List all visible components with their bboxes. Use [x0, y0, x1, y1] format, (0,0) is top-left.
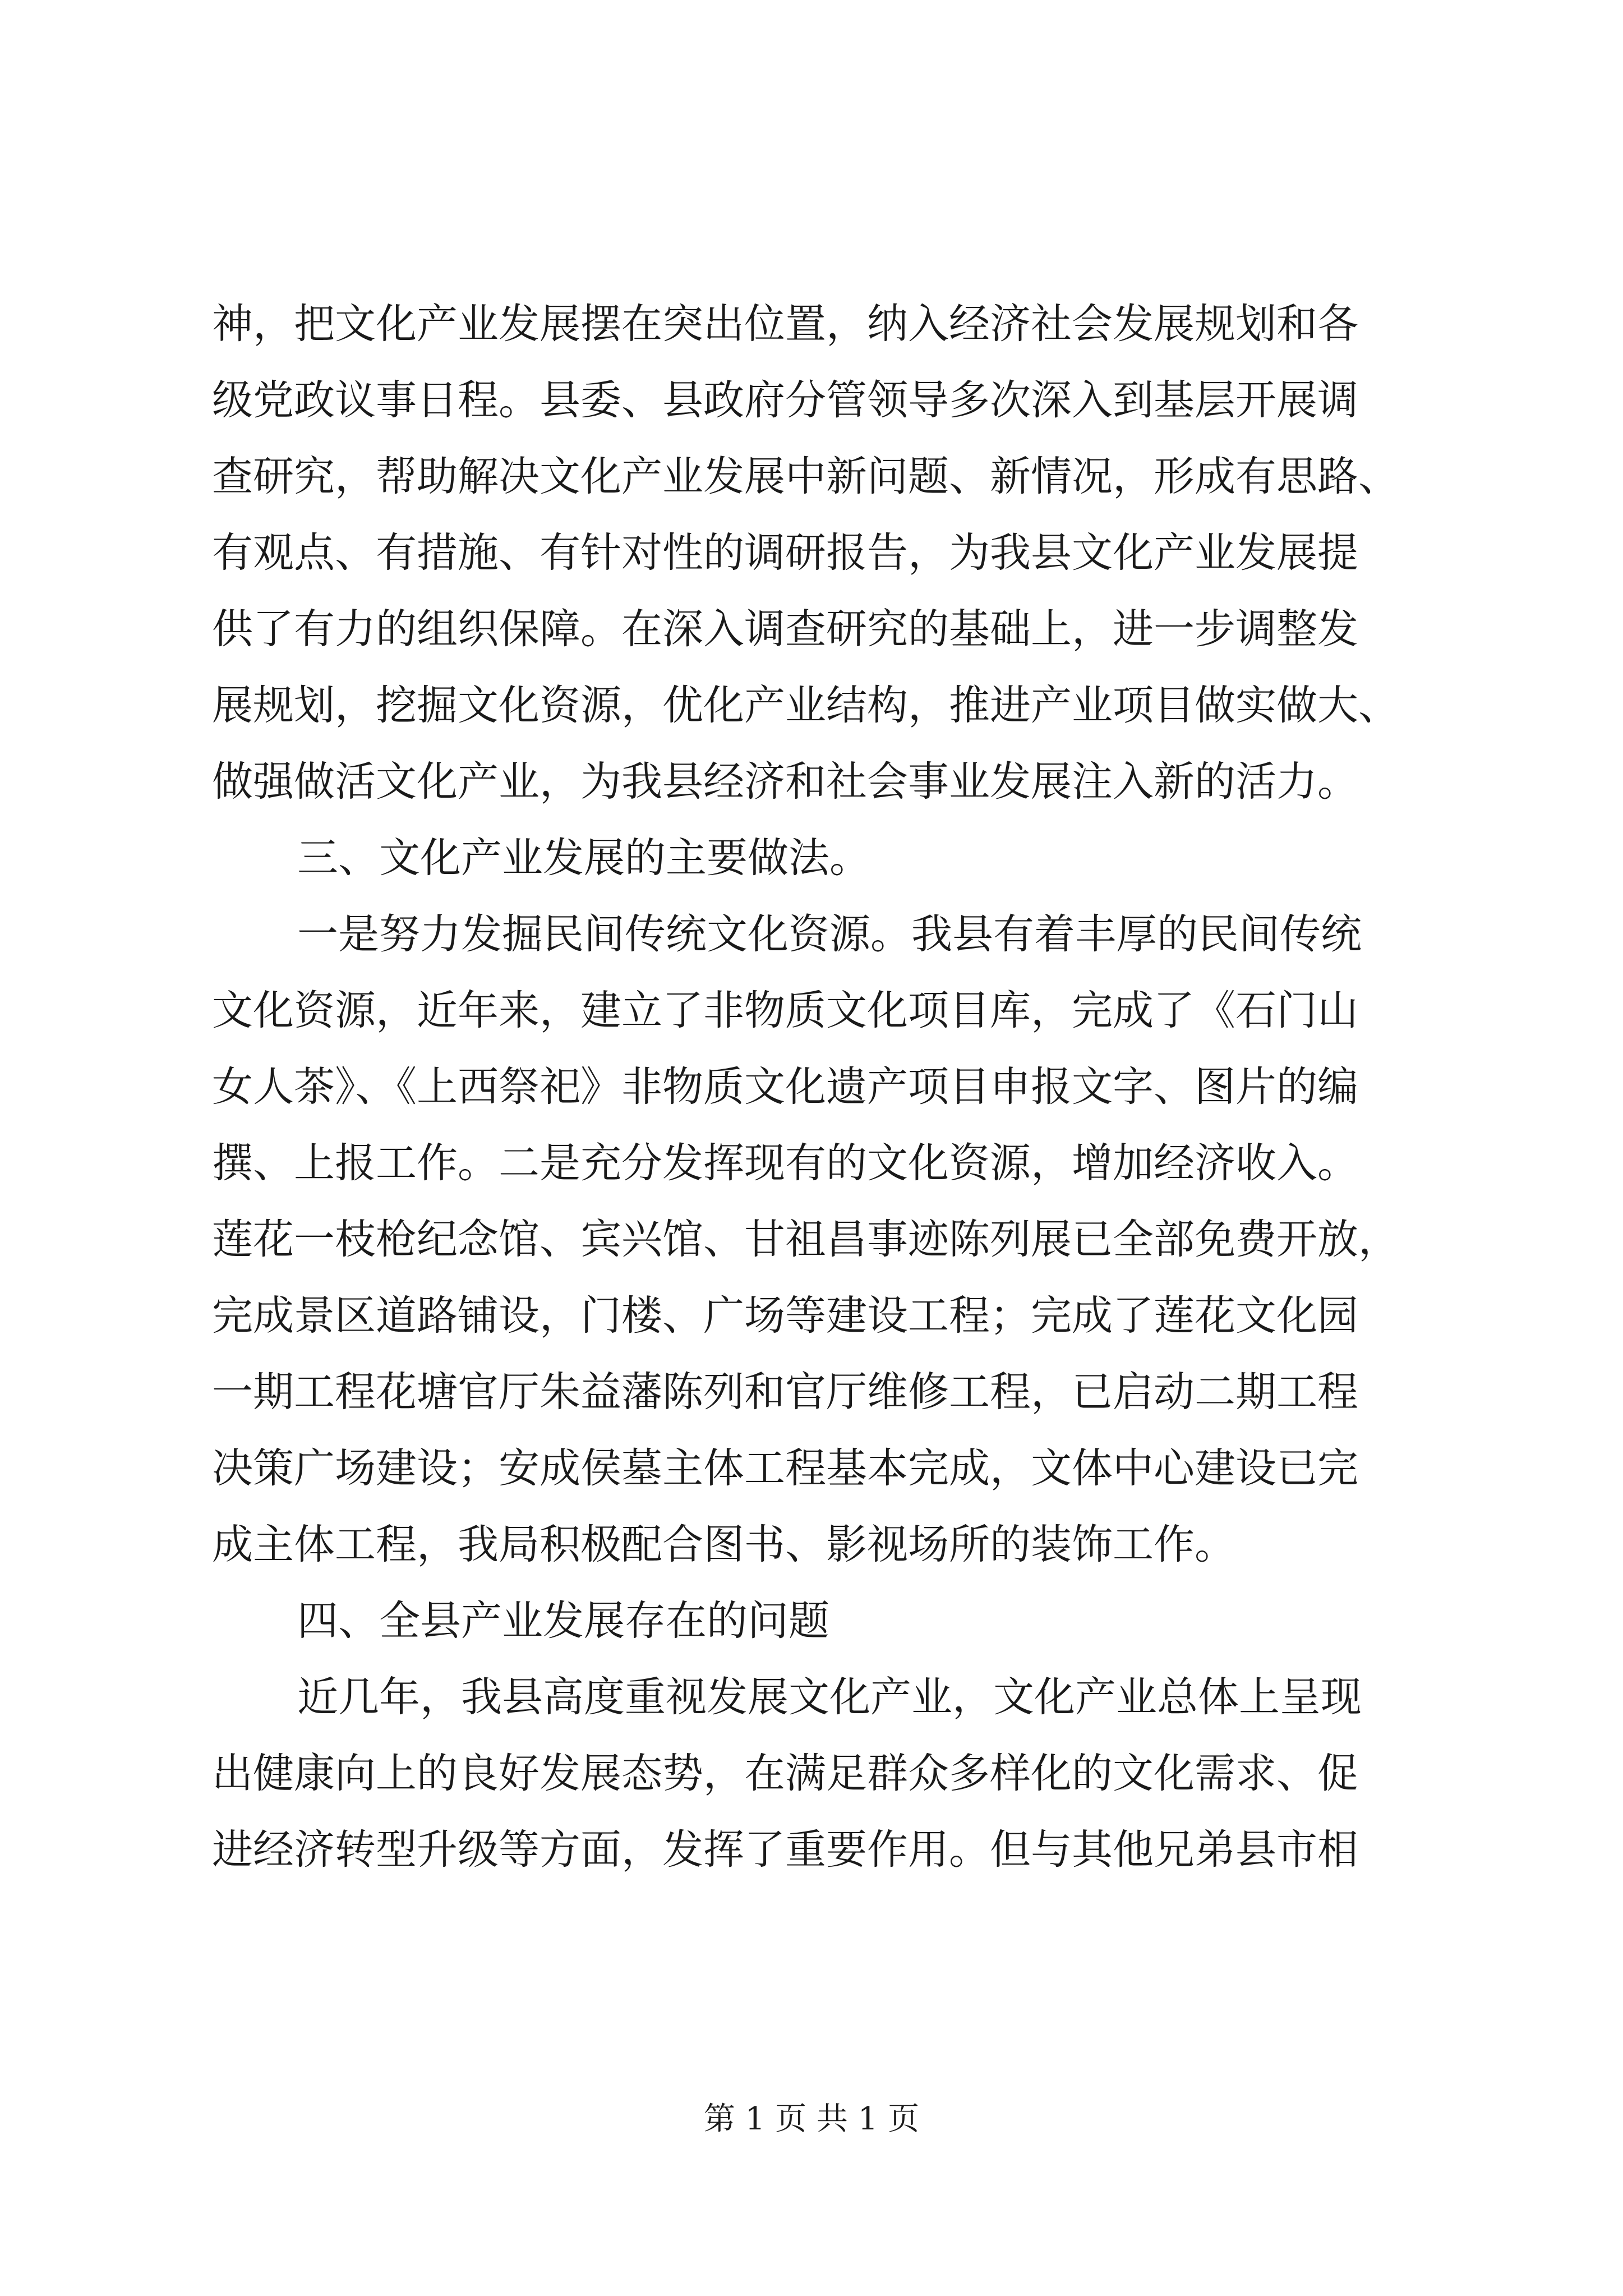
paragraph-start: 近几年，我县高度重视发展文化产业，文化产业总体上呈现 [297, 1673, 1362, 1721]
section-heading: 四、全县产业发展存在的问题 [297, 1597, 829, 1645]
paragraph-start: 一是努力发掘民间传统文化资源。我县有着丰厚的民间传统 [297, 910, 1362, 958]
text-line: 决策广场建设；安成侯墓主体工程基本完成，文体中心建设已完 [212, 1444, 1358, 1492]
text-line: 供了有力的组织保障。在深入调查研究的基础上，进一步调整发 [212, 605, 1358, 653]
text-line: 完成景区道路铺设，门楼、广场等建设工程；完成了莲花文化园 [212, 1292, 1358, 1340]
text-line: 撰、上报工作。二是充分发挥现有的文化资源，增加经济收入。 [212, 1139, 1358, 1187]
text-line: 有观点、有措施、有针对性的调研报告，为我县文化产业发展提 [212, 529, 1358, 577]
text-line: 查研究，帮助解决文化产业发展中新问题、新情况，形成有思路、 [212, 453, 1399, 500]
section-heading: 三、文化产业发展的主要做法。 [297, 834, 870, 882]
text-line: 进经济转型升级等方面，发挥了重要作用。但与其他兄弟县市相 [212, 1826, 1358, 1874]
text-line: 做强做活文化产业，为我县经济和社会事业发展注入新的活力。 [212, 758, 1358, 806]
page-footer: 第 1 页 共 1 页 [703, 2101, 920, 2137]
text-line: 莲花一枝枪纪念馆、宾兴馆、甘祖昌事迹陈列展已全部免费开放， [212, 1216, 1399, 1263]
text-line: 级党政议事日程。县委、县政府分管领导多次深入到基层开展调 [212, 376, 1358, 424]
text-line: 文化资源，近年来，建立了非物质文化项目库，完成了《石门山 [212, 987, 1358, 1034]
text-line: 神，把文化产业发展摆在突出位置，纳入经济社会发展规划和各 [212, 300, 1358, 348]
text-line: 展规划，挖掘文化资源，优化产业结构，推进产业项目做实做大、 [212, 682, 1399, 729]
text-line: 女人茶》、《上西祭祀》非物质文化遗产项目申报文字、图片的编 [212, 1063, 1358, 1111]
text-line: 成主体工程，我局积极配合图书、影视场所的装饰工作。 [212, 1521, 1235, 1568]
text-line: 出健康向上的良好发展态势，在满足群众多样化的文化需求、促 [212, 1750, 1358, 1797]
text-line: 一期工程花塘官厅朱益藩陈列和官厅维修工程，已启动二期工程 [212, 1368, 1358, 1416]
